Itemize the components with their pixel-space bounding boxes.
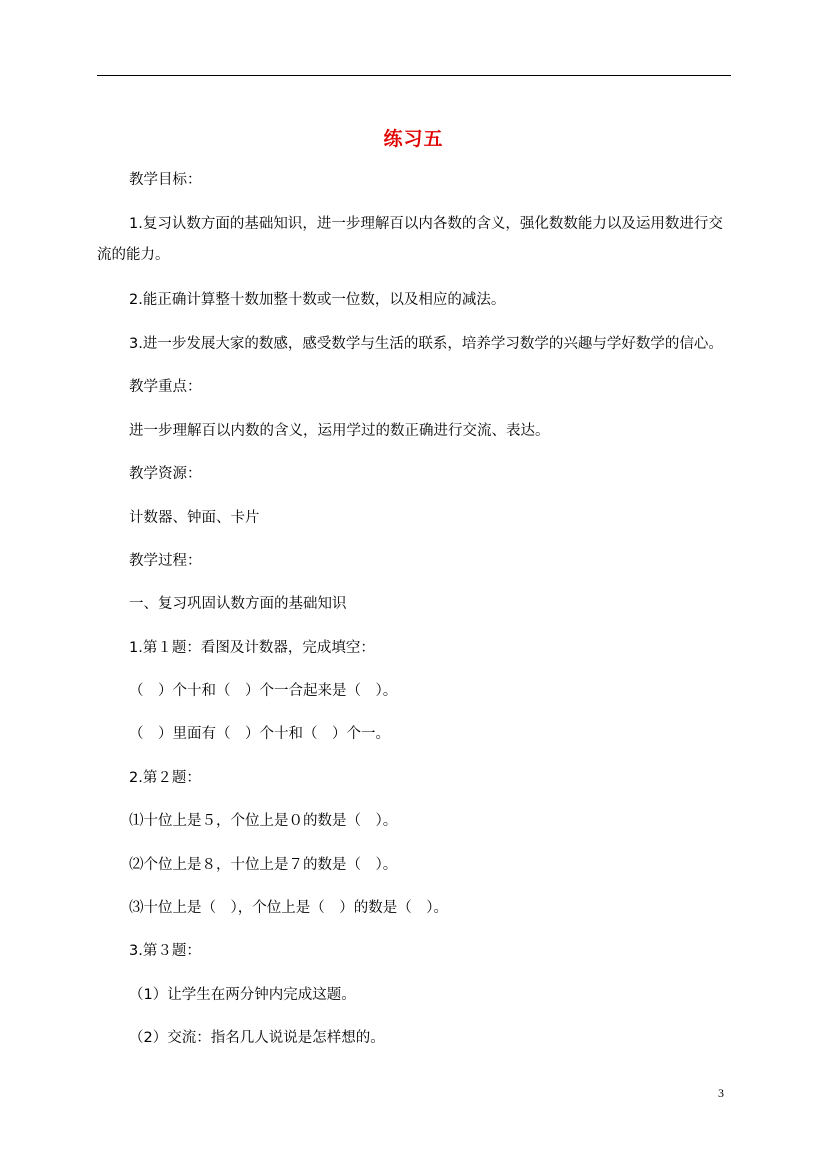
paragraph-q2-item-3: ⑶十位上是（ ），个位上是（ ）的数是（ ）。	[129, 900, 448, 916]
paragraph-objectives-heading: 教学目标：	[129, 172, 202, 188]
paragraph-q3: 3.第３题：	[129, 943, 201, 959]
paragraph-q3-step-1: （1）让学生在两分钟内完成这题。	[129, 987, 356, 1003]
paragraph-objective-2: 2.能正确计算整十数加整十数或一位数，以及相应的减法。	[129, 292, 506, 308]
paragraph-q1: 1.第１题：看图及计数器，完成填空：	[129, 640, 375, 656]
paragraph-q3-step-2: （2）交流：指名几人说说是怎样想的。	[129, 1030, 385, 1046]
paragraph-resources-heading: 教学资源：	[129, 466, 202, 482]
paragraph-resources: 计数器、钟面、卡片	[129, 510, 260, 526]
paragraph-keypoint-heading: 教学重点：	[129, 379, 202, 395]
paragraph-process-heading: 教学过程：	[129, 553, 202, 569]
paragraph-q1-blank-a: （ ）个十和（ ）个一合起来是（ ）。	[129, 683, 398, 699]
paragraph-keypoint: 进一步理解百以内数的含义，运用学过的数正确进行交流、表达。	[129, 423, 550, 439]
paragraph-q2-item-1: ⑴十位上是５，个位上是０的数是（ ）。	[129, 813, 398, 829]
header-rule	[97, 75, 731, 76]
paragraph-q2-item-2: ⑵个位上是８，十位上是７的数是（ ）。	[129, 857, 398, 873]
page-number: 3	[718, 1086, 724, 1100]
paragraph-q1-blank-b: （ ）里面有（ ）个十和（ ）个一。	[129, 726, 390, 742]
paragraph-objective-1: 1.复习认数方面的基础知识，进一步理解百以内各数的含义，强化数数能力以及运用数进行交	[129, 216, 723, 232]
paragraph-section-1: 一、复习巩固认数方面的基础知识	[129, 596, 347, 612]
paragraph-q2: 2.第２题：	[129, 770, 201, 786]
paragraph-objective-3: 3.进一步发展大家的数感，感受数学与生活的联系，培养学习数学的兴趣与学好数学的信心。	[129, 336, 723, 352]
page-title: 练习五	[383, 128, 444, 150]
paragraph-objective-1-cont: 流的能力。	[97, 247, 170, 263]
